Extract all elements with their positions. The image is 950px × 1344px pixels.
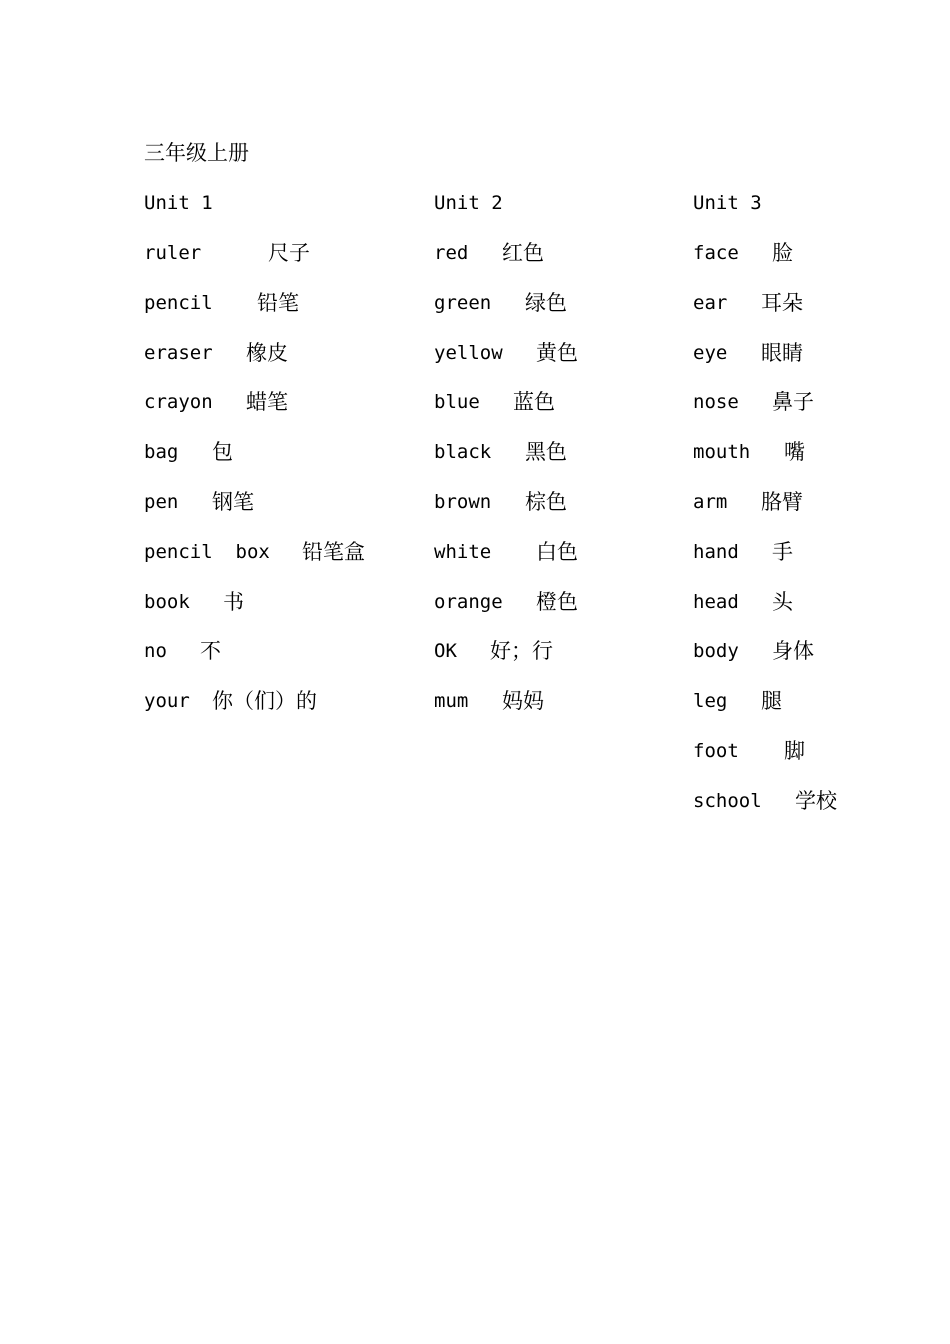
- vocab-row: [693, 688, 782, 714]
- unit-1-column: [144, 190, 365, 738]
- english-word: pencil box: [144, 540, 270, 563]
- chinese-meaning: 眼睛: [761, 340, 803, 365]
- english-word: body: [693, 640, 739, 663]
- chinese-meaning: 蓝色: [513, 390, 555, 415]
- vocab-row: [434, 439, 567, 465]
- vocab-row: [693, 788, 837, 814]
- english-word: yellow: [434, 341, 503, 364]
- english-word: eye: [693, 341, 728, 364]
- english-word: head: [693, 590, 739, 613]
- chinese-meaning: 头: [772, 589, 793, 614]
- vocab-row: [693, 489, 803, 515]
- chinese-meaning: 胳臂: [761, 489, 803, 514]
- vocab-row: [693, 539, 793, 565]
- english-word: green: [434, 291, 492, 314]
- english-word: face: [693, 242, 739, 264]
- chinese-meaning: 嘴: [784, 440, 805, 465]
- english-word: black: [434, 441, 492, 464]
- chinese-meaning: 铅笔: [257, 290, 299, 315]
- vocab-row: [144, 389, 288, 415]
- vocab-row: [144, 489, 254, 515]
- vocab-row: [144, 290, 299, 316]
- vocab-row: [434, 589, 578, 615]
- chinese-meaning: 铅笔盒: [302, 539, 365, 564]
- english-word: red: [434, 242, 469, 264]
- chinese-meaning: 蜡笔: [246, 390, 288, 415]
- vocab-row: [693, 389, 814, 415]
- chinese-meaning: 学校: [795, 788, 837, 813]
- unit-3-column: [693, 190, 837, 838]
- english-word: book: [144, 590, 190, 613]
- vocab-row: [144, 589, 244, 615]
- english-word: white: [434, 540, 492, 563]
- unit-heading: Unit 2: [434, 192, 503, 214]
- chinese-meaning: 书: [223, 589, 244, 614]
- chinese-meaning: 黑色: [525, 440, 567, 465]
- english-word: hand: [693, 540, 739, 563]
- english-word: brown: [434, 490, 492, 513]
- english-word: mouth: [693, 441, 751, 464]
- page-title: 三年级上册: [144, 141, 249, 165]
- vocab-row: [434, 539, 578, 565]
- english-word: arm: [693, 490, 728, 513]
- vocab-row: [434, 340, 578, 366]
- vocab-row: [144, 340, 288, 366]
- vocab-row: [693, 439, 805, 465]
- unit-heading: Unit 1: [144, 192, 213, 214]
- unit-heading: Unit 3: [693, 192, 762, 214]
- chinese-meaning: 手: [772, 539, 793, 564]
- vocab-row: [144, 539, 365, 565]
- vocab-row: [434, 688, 544, 714]
- chinese-meaning: 好；行: [490, 639, 553, 664]
- english-word: OK: [434, 640, 457, 663]
- english-word: school: [693, 789, 762, 812]
- unit-2-column: [434, 190, 578, 738]
- english-word: pencil: [144, 291, 213, 314]
- vocab-row: [434, 240, 544, 266]
- english-word: foot: [693, 739, 739, 762]
- chinese-meaning: 脚: [784, 738, 805, 763]
- english-word: blue: [434, 391, 480, 414]
- chinese-meaning: 不: [200, 639, 221, 664]
- chinese-meaning: 棕色: [525, 489, 567, 514]
- chinese-meaning: 黄色: [536, 340, 578, 365]
- vocab-row: [434, 290, 567, 316]
- vocab-row: [434, 638, 553, 664]
- english-word: crayon: [144, 391, 213, 414]
- vocab-row: [144, 240, 310, 266]
- chinese-meaning: 鼻子: [772, 390, 814, 415]
- chinese-meaning: 耳朵: [761, 290, 803, 315]
- vocab-row: [693, 589, 793, 615]
- vocab-row: [144, 688, 317, 714]
- chinese-meaning: 身体: [772, 639, 814, 664]
- english-word: mum: [434, 690, 469, 713]
- vocab-row: [434, 389, 555, 415]
- english-word: leg: [693, 690, 728, 713]
- chinese-meaning: 尺子: [268, 241, 310, 265]
- english-word: eraser: [144, 341, 213, 364]
- chinese-meaning: 妈妈: [502, 689, 544, 714]
- english-word: your: [144, 690, 190, 713]
- english-word: ear: [693, 291, 728, 314]
- chinese-meaning: 你（们）的: [212, 689, 317, 714]
- chinese-meaning: 绿色: [525, 290, 567, 315]
- vocab-row: [693, 340, 803, 366]
- vocab-row: [434, 489, 567, 515]
- chinese-meaning: 脸: [772, 241, 793, 265]
- vocab-row: [693, 290, 803, 316]
- chinese-meaning: 钢笔: [212, 489, 254, 514]
- english-word: nose: [693, 391, 739, 414]
- chinese-meaning: 白色: [536, 539, 578, 564]
- english-word: no: [144, 640, 167, 663]
- vocab-row: [144, 638, 221, 664]
- vocab-row: [693, 240, 793, 266]
- chinese-meaning: 橙色: [536, 589, 578, 614]
- english-word: ruler: [144, 242, 202, 264]
- vocab-row: [144, 439, 233, 465]
- chinese-meaning: 橡皮: [246, 340, 288, 365]
- vocab-row: [693, 638, 814, 664]
- chinese-meaning: 包: [212, 440, 233, 465]
- chinese-meaning: 红色: [502, 241, 544, 265]
- english-word: orange: [434, 590, 503, 613]
- english-word: pen: [144, 490, 179, 513]
- chinese-meaning: 腿: [761, 689, 782, 714]
- vocab-row: [693, 738, 805, 764]
- english-word: bag: [144, 441, 179, 464]
